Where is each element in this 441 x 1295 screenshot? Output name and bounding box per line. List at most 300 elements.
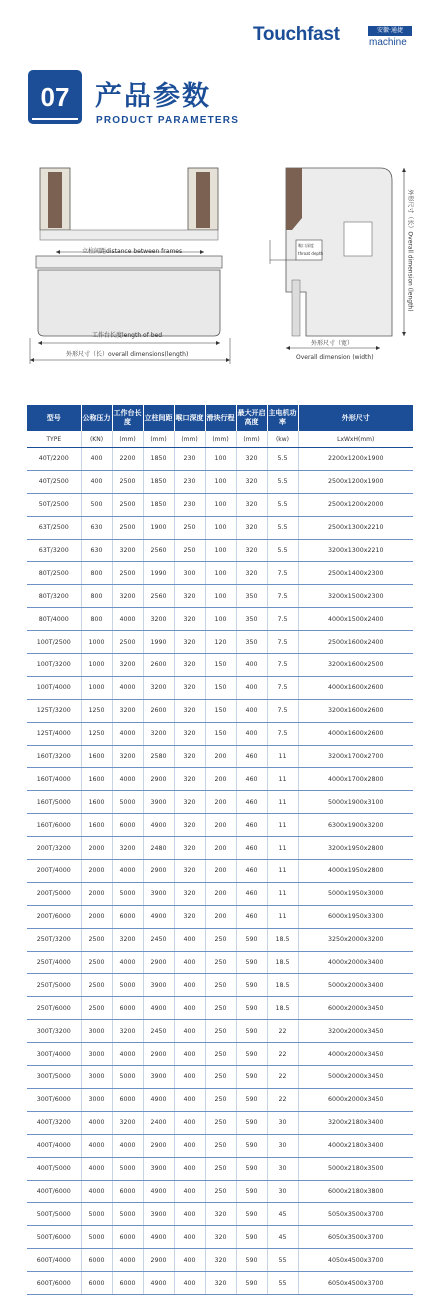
table-cell: 250 (205, 1066, 236, 1089)
table-cell: 400 (174, 1272, 205, 1295)
table-cell: 500 (81, 493, 112, 516)
section-number-badge: 07 (28, 70, 82, 124)
table-row (27, 470, 413, 493)
table-cell: 100T/4000 (27, 676, 81, 699)
table-cell: 400 (174, 1043, 205, 1066)
table-cell: 320 (236, 470, 267, 493)
table-cell: 3900 (143, 1066, 174, 1089)
table-cell: 5000x1900x3100 (298, 791, 413, 814)
table-cell: 400 (174, 1134, 205, 1157)
column-header: 主电机功率 (267, 405, 298, 431)
table-row (27, 814, 413, 837)
unit-cell: (mm) (112, 431, 143, 448)
table-cell: 2500x1300x2210 (298, 516, 413, 539)
table-cell: 4000 (112, 1249, 143, 1272)
table-cell: 3200 (112, 539, 143, 562)
table-row (27, 1249, 413, 1272)
table-cell: 320 (174, 768, 205, 791)
table-cell: 460 (236, 882, 267, 905)
table-cell: 1900 (143, 516, 174, 539)
column-header: 滑块行程 (205, 405, 236, 431)
table-cell: 250 (205, 928, 236, 951)
table-cell: 2500 (112, 470, 143, 493)
table-cell: 4000x1950x2800 (298, 860, 413, 883)
table-cell: 160T/5000 (27, 791, 81, 814)
table-cell: 320 (174, 905, 205, 928)
table-cell: 320 (205, 1226, 236, 1249)
unit-cell: (mm) (236, 431, 267, 448)
table-cell: 320 (205, 1203, 236, 1226)
table-cell: 400 (236, 699, 267, 722)
table-cell: 250T/3200 (27, 928, 81, 951)
table-cell: 4050x4500x3700 (298, 1249, 413, 1272)
table-cell: 160T/6000 (27, 814, 81, 837)
table-cell: 4000 (81, 1157, 112, 1180)
table-cell: 4000x2000x3450 (298, 1043, 413, 1066)
table-cell: 460 (236, 791, 267, 814)
table-cell: 30 (267, 1111, 298, 1134)
table-cell: 600T/6000 (27, 1272, 81, 1295)
table-cell: 5.5 (267, 470, 298, 493)
table-row (27, 1020, 413, 1043)
table-cell: 800 (81, 585, 112, 608)
table-cell: 320 (174, 745, 205, 768)
table-cell: 150 (205, 676, 236, 699)
table-cell: 200 (205, 745, 236, 768)
table-cell: 250 (205, 1111, 236, 1134)
table-cell: 400 (174, 1249, 205, 1272)
table-cell: 400 (236, 654, 267, 677)
table-row (27, 905, 413, 928)
label-overall-width-en: Overall dimension (width) (296, 354, 374, 361)
section-title: 产品参数 (95, 81, 211, 112)
table-cell: 400 (236, 676, 267, 699)
logo-wordmark: Touchfast (253, 24, 340, 45)
table-cell: 150 (205, 654, 236, 677)
table-cell: 3200x1950x2800 (298, 837, 413, 860)
table-cell: 1250 (81, 722, 112, 745)
table-cell: 100 (205, 585, 236, 608)
table-cell: 250 (205, 1157, 236, 1180)
table-cell: 3200 (112, 654, 143, 677)
table-cell: 4000x2000x3400 (298, 951, 413, 974)
table-cell: 5.5 (267, 539, 298, 562)
table-cell: 3200x1500x2300 (298, 585, 413, 608)
table-cell: 2400 (143, 1111, 174, 1134)
table-cell: 300T/5000 (27, 1066, 81, 1089)
table-row (27, 699, 413, 722)
table-cell: 4900 (143, 905, 174, 928)
table-cell: 250 (205, 1020, 236, 1043)
table-cell: 30 (267, 1180, 298, 1203)
table-cell: 2500x1600x2400 (298, 631, 413, 654)
table-cell: 4000 (112, 676, 143, 699)
table-cell: 6000 (112, 1226, 143, 1249)
table-cell: 3000 (81, 1088, 112, 1111)
table-cell: 3000 (81, 1066, 112, 1089)
table-cell: 2500 (81, 997, 112, 1020)
table-row (27, 1226, 413, 1249)
table-cell: 3200 (143, 676, 174, 699)
table-cell: 200 (205, 814, 236, 837)
table-cell: 50T/2500 (27, 493, 81, 516)
table-cell: 4000 (112, 951, 143, 974)
table-cell: 5000 (112, 1157, 143, 1180)
table-cell: 5.5 (267, 493, 298, 516)
table-cell: 3000 (81, 1043, 112, 1066)
table-cell: 1850 (143, 470, 174, 493)
table-cell: 6000 (112, 905, 143, 928)
table-cell: 320 (174, 722, 205, 745)
table-cell: 400 (174, 1088, 205, 1111)
table-cell: 350 (236, 631, 267, 654)
table-cell: 2000 (81, 837, 112, 860)
table-cell: 4000x1700x2800 (298, 768, 413, 791)
table-cell: 2560 (143, 585, 174, 608)
table-cell: 3250x2000x3200 (298, 928, 413, 951)
table-cell: 590 (236, 1043, 267, 1066)
column-header: 外形尺寸 (298, 405, 413, 431)
table-cell: 320 (174, 860, 205, 883)
table-cell: 630 (81, 539, 112, 562)
label-throat-depth-en: throat depth (298, 251, 324, 256)
table-cell: 100 (205, 448, 236, 471)
table-cell: 3200 (112, 1111, 143, 1134)
table-cell: 45 (267, 1226, 298, 1249)
label-distance-between-frames: 立柱间距distance between frames (82, 248, 183, 255)
table-cell: 11 (267, 791, 298, 814)
table-cell: 4000 (81, 1111, 112, 1134)
table-cell: 3900 (143, 882, 174, 905)
table-row (27, 1272, 413, 1295)
table-cell: 5.5 (267, 448, 298, 471)
table-cell: 3200 (112, 699, 143, 722)
column-header: 型号 (27, 405, 81, 431)
table-cell: 6000 (112, 1272, 143, 1295)
table-cell: 4900 (143, 1226, 174, 1249)
table-cell: 6000 (112, 1088, 143, 1111)
table-cell: 400 (81, 470, 112, 493)
table-cell: 320 (174, 585, 205, 608)
table-cell: 590 (236, 974, 267, 997)
table-cell: 2200 (112, 448, 143, 471)
table-cell: 4900 (143, 1180, 174, 1203)
table-cell: 590 (236, 928, 267, 951)
table-cell: 22 (267, 1020, 298, 1043)
table-cell: 1600 (81, 791, 112, 814)
table-cell: 250T/5000 (27, 974, 81, 997)
table-cell: 320 (236, 516, 267, 539)
table-row (27, 722, 413, 745)
table-cell: 3200 (112, 585, 143, 608)
unit-cell: (KN) (81, 431, 112, 448)
table-cell: 1990 (143, 562, 174, 585)
table-cell: 4000 (112, 860, 143, 883)
table-cell: 11 (267, 745, 298, 768)
table-row (27, 1134, 413, 1157)
side-view-drawing (270, 168, 406, 350)
table-cell: 590 (236, 997, 267, 1020)
table-cell: 80T/3200 (27, 585, 81, 608)
table-cell: 22 (267, 1088, 298, 1111)
table-row (27, 951, 413, 974)
table-cell: 250 (205, 1134, 236, 1157)
table-cell: 3200x1600x2500 (298, 654, 413, 677)
table-cell: 100T/3200 (27, 654, 81, 677)
table-cell: 7.5 (267, 676, 298, 699)
table-cell: 800 (81, 562, 112, 585)
table-cell: 5000 (112, 1203, 143, 1226)
table-cell: 400 (174, 997, 205, 1020)
parameters-table (27, 405, 413, 1295)
brand-logo (253, 24, 413, 50)
table-cell: 2200x1200x1900 (298, 448, 413, 471)
table-cell: 6000 (81, 1272, 112, 1295)
table-row (27, 974, 413, 997)
table-cell: 5000x1950x3000 (298, 882, 413, 905)
table-cell: 460 (236, 745, 267, 768)
table-cell: 400 (174, 1157, 205, 1180)
table-cell: 7.5 (267, 722, 298, 745)
table-cell: 300T/6000 (27, 1088, 81, 1111)
table-cell: 6000 (112, 997, 143, 1020)
table-cell: 4900 (143, 1272, 174, 1295)
table-cell: 4000 (112, 768, 143, 791)
table-cell: 5000x2000x3400 (298, 974, 413, 997)
table-cell: 22 (267, 1066, 298, 1089)
table-cell: 5000 (112, 791, 143, 814)
table-cell: 320 (174, 882, 205, 905)
table-cell: 630 (81, 516, 112, 539)
table-cell: 4000 (112, 608, 143, 631)
table-cell: 2450 (143, 1020, 174, 1043)
table-cell: 2900 (143, 860, 174, 883)
table-cell: 3200x2180x3400 (298, 1111, 413, 1134)
table-cell: 4000x1600x2600 (298, 676, 413, 699)
table-row (27, 608, 413, 631)
table-cell: 320 (205, 1272, 236, 1295)
table-row (27, 837, 413, 860)
table-cell: 18.5 (267, 928, 298, 951)
table-cell: 6300x1900x3200 (298, 814, 413, 837)
table-cell: 3200 (112, 837, 143, 860)
table-cell: 320 (174, 631, 205, 654)
table-cell: 250T/6000 (27, 997, 81, 1020)
table-cell: 320 (236, 562, 267, 585)
table-cell: 11 (267, 814, 298, 837)
table-cell: 200T/6000 (27, 905, 81, 928)
table-cell: 400T/3200 (27, 1111, 81, 1134)
table-cell: 6000x2180x3800 (298, 1180, 413, 1203)
table-cell: 5050x3500x3700 (298, 1203, 413, 1226)
table-cell: 400 (174, 1111, 205, 1134)
table-cell: 1600 (81, 745, 112, 768)
table-cell: 460 (236, 768, 267, 791)
table-cell: 5.5 (267, 516, 298, 539)
column-header: 公称压力 (81, 405, 112, 431)
table-body (27, 431, 413, 1294)
table-cell: 400T/6000 (27, 1180, 81, 1203)
table-row (27, 448, 413, 471)
table-cell: 400 (174, 974, 205, 997)
table-cell: 200T/3200 (27, 837, 81, 860)
table-cell: 400 (174, 1020, 205, 1043)
table-cell: 100 (205, 516, 236, 539)
parameters-table-wrap (27, 405, 413, 1295)
table-cell: 200 (205, 768, 236, 791)
table-cell: 3200x1300x2210 (298, 539, 413, 562)
table-row (27, 1157, 413, 1180)
table-row (27, 791, 413, 814)
table-cell: 11 (267, 768, 298, 791)
table-cell: 300 (174, 562, 205, 585)
table-cell: 125T/3200 (27, 699, 81, 722)
table-cell: 6000x2000x3450 (298, 997, 413, 1020)
table-cell: 2450 (143, 928, 174, 951)
label-overall-height: 外形尺寸（长）Overall dimension (length) (406, 189, 414, 312)
table-row (27, 562, 413, 585)
table-cell: 100 (205, 539, 236, 562)
table-cell: 400 (174, 1203, 205, 1226)
table-cell: 400 (174, 1180, 205, 1203)
table-cell: 2900 (143, 951, 174, 974)
table-cell: 4000x1500x2400 (298, 608, 413, 631)
table-cell: 300T/4000 (27, 1043, 81, 1066)
table-cell: 4900 (143, 814, 174, 837)
table-cell: 590 (236, 1272, 267, 1295)
label-overall-width-cn: 外形尺寸（宽） (311, 340, 354, 347)
table-cell: 320 (174, 676, 205, 699)
unit-cell: (kw) (267, 431, 298, 448)
table-cell: 63T/3200 (27, 539, 81, 562)
table-cell: 4000x1600x2600 (298, 722, 413, 745)
table-cell: 590 (236, 1249, 267, 1272)
table-cell: 2500 (112, 516, 143, 539)
table-row (27, 997, 413, 1020)
table-cell: 400 (174, 928, 205, 951)
table-row (27, 768, 413, 791)
table-cell: 590 (236, 1020, 267, 1043)
table-cell: 460 (236, 860, 267, 883)
table-cell: 250 (205, 1043, 236, 1066)
section-subtitle: PRODUCT PARAMETERS (96, 115, 240, 126)
table-row (27, 1043, 413, 1066)
table-cell: 3200 (143, 608, 174, 631)
table-cell: 1600 (81, 814, 112, 837)
table-cell: 590 (236, 1134, 267, 1157)
label-overall-length: 外形尺寸（长）overall dimensions(length) (66, 351, 189, 358)
table-cell: 250 (174, 539, 205, 562)
units-row (27, 431, 413, 448)
table-row (27, 860, 413, 883)
table-cell: 7.5 (267, 654, 298, 677)
table-cell: 3200x2000x3450 (298, 1020, 413, 1043)
table-cell: 3200 (112, 928, 143, 951)
table-cell: 55 (267, 1272, 298, 1295)
table-cell: 100 (205, 493, 236, 516)
table-cell: 400 (236, 722, 267, 745)
table-cell: 5000 (81, 1226, 112, 1249)
table-row (27, 1180, 413, 1203)
table-cell: 160T/3200 (27, 745, 81, 768)
table-cell: 55 (267, 1249, 298, 1272)
table-cell: 460 (236, 837, 267, 860)
unit-cell: (mm) (143, 431, 174, 448)
table-cell: 2480 (143, 837, 174, 860)
table-row (27, 516, 413, 539)
table-cell: 40T/2200 (27, 448, 81, 471)
table-cell: 4000x2180x3400 (298, 1134, 413, 1157)
table-cell: 600T/4000 (27, 1249, 81, 1272)
table-row (27, 1111, 413, 1134)
table-cell: 250 (174, 516, 205, 539)
table-cell: 4900 (143, 997, 174, 1020)
table-cell: 3900 (143, 1157, 174, 1180)
table-cell: 5000 (81, 1203, 112, 1226)
table-cell: 250 (205, 1180, 236, 1203)
table-cell: 800 (81, 608, 112, 631)
table-cell: 350 (236, 585, 267, 608)
column-header: 立柱间距 (143, 405, 174, 431)
table-row (27, 585, 413, 608)
table-cell: 200 (205, 860, 236, 883)
table-cell: 120 (205, 631, 236, 654)
table-cell: 2560 (143, 539, 174, 562)
table-cell: 3900 (143, 1203, 174, 1226)
table-cell: 320 (174, 791, 205, 814)
table-cell: 590 (236, 1226, 267, 1249)
table-cell: 460 (236, 905, 267, 928)
table-cell: 3200x1600x2600 (298, 699, 413, 722)
table-cell: 30 (267, 1157, 298, 1180)
table-cell: 320 (174, 814, 205, 837)
table-row (27, 1203, 413, 1226)
table-cell: 11 (267, 882, 298, 905)
table-cell: 590 (236, 951, 267, 974)
table-cell: 230 (174, 493, 205, 516)
table-cell: 1850 (143, 448, 174, 471)
table-cell: 100 (205, 470, 236, 493)
table-cell: 150 (205, 722, 236, 745)
logo-chinese-tag: 安徽·通捷 (368, 26, 412, 36)
table-cell: 2600 (143, 699, 174, 722)
table-cell: 40T/2500 (27, 470, 81, 493)
table-cell: 2000 (81, 882, 112, 905)
table-cell: 45 (267, 1203, 298, 1226)
table-cell: 1000 (81, 676, 112, 699)
table-cell: 320 (174, 608, 205, 631)
table-cell: 11 (267, 860, 298, 883)
table-cell: 11 (267, 905, 298, 928)
unit-cell: (mm) (205, 431, 236, 448)
logo-subtitle: machine (369, 37, 407, 48)
table-cell: 6000 (112, 1180, 143, 1203)
table-cell: 230 (174, 470, 205, 493)
table-cell: 18.5 (267, 997, 298, 1020)
table-cell: 6000x2000x3450 (298, 1088, 413, 1111)
table-cell: 5000x2000x3450 (298, 1066, 413, 1089)
table-cell: 11 (267, 837, 298, 860)
table-cell: 5000 (112, 1066, 143, 1089)
table-cell: 30 (267, 1134, 298, 1157)
unit-cell: TYPE (27, 431, 81, 448)
table-cell: 200 (205, 837, 236, 860)
table-cell: 500T/6000 (27, 1226, 81, 1249)
table-cell: 250 (205, 1088, 236, 1111)
table-cell: 1000 (81, 631, 112, 654)
label-throat-depth: 喉口深度 (298, 243, 314, 248)
front-side-view-svg (0, 160, 441, 380)
